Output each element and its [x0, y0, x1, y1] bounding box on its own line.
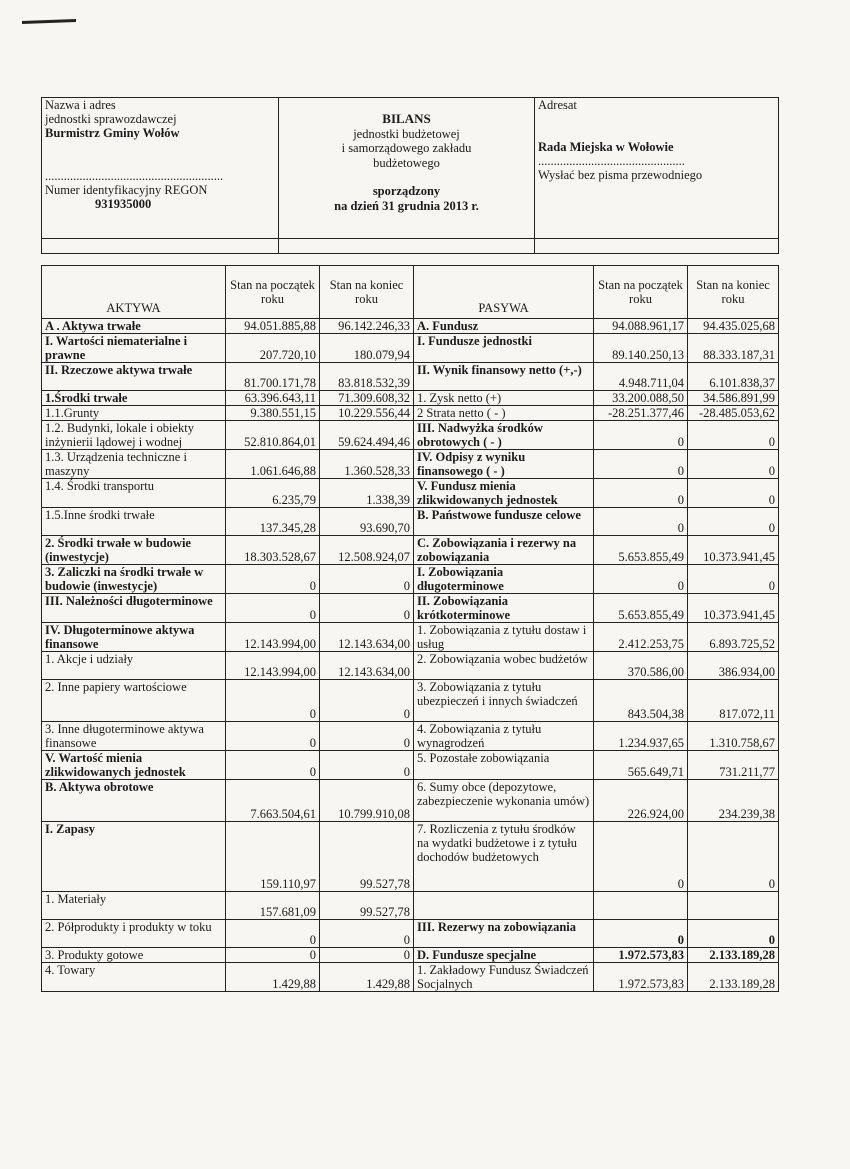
aktywa-label: 2. Półprodukty i produkty w toku: [42, 920, 226, 948]
scan-mark: [22, 19, 76, 24]
pasywa-start-value: 0: [594, 565, 688, 594]
pasywa-end-value: 88.333.187,31: [688, 334, 779, 363]
unit-label-2: jednostki sprawozdawczej: [45, 112, 177, 126]
pasywa-end-value: 0: [688, 920, 779, 948]
pasywa-end-value: 6.893.725,52: [688, 623, 779, 652]
aktywa-end-value: 1.338,39: [320, 479, 414, 508]
aktywa-end-value: 0: [320, 751, 414, 780]
pasywa-start-value: 94.088.961,17: [594, 319, 688, 334]
table-header-row: [42, 266, 779, 319]
pasywa-start-value: 5.653.855,49: [594, 536, 688, 565]
document-title: BILANS: [382, 111, 431, 126]
aktywa-label: 1.4. Środki transportu: [42, 479, 226, 508]
aktywa-end-value: 99.527,78: [320, 822, 414, 892]
pasywa-end-value: 10.373.941,45: [688, 594, 779, 623]
table-row: [42, 751, 779, 780]
pasywa-start-value: 843.504,38: [594, 680, 688, 722]
pasywa-label: D. Fundusze specjalne: [414, 948, 594, 963]
pasywa-end-value: 1.310.758,67: [688, 722, 779, 751]
aktywa-end-value: 0: [320, 920, 414, 948]
aktywa-start-value: 81.700.171,78: [226, 363, 320, 391]
pasywa-label: IV. Odpisy z wyniku finansowego ( - ): [414, 450, 594, 479]
aktywa-end-value: 96.142.246,33: [320, 319, 414, 334]
dotted-line: .........................................................: [45, 169, 224, 183]
balance-sheet-table: [41, 265, 779, 992]
addressee-cell: [535, 98, 779, 239]
aktywa-end-value: 12.143.634,00: [320, 652, 414, 680]
pasywa-label: 1. Zakładowy Fundusz Świadczeń Socjalnych: [414, 963, 594, 992]
aktywa-end-value: 93.690,70: [320, 508, 414, 536]
aktywa-label: 2. Inne papiery wartościowe: [42, 680, 226, 722]
pasywa-end-value: 0: [688, 508, 779, 536]
aktywa-label: 1.3. Urządzenia techniczne i maszyny: [42, 450, 226, 479]
report-header: [41, 97, 779, 254]
empty-cell: [279, 239, 535, 254]
reporting-unit-cell: [42, 98, 279, 239]
aktywa-start-value: 0: [226, 680, 320, 722]
pasywa-label: II. Zobowiązania krótkoterminowe: [414, 594, 594, 623]
aktywa-label: 1.5.Inne środki trwałe: [42, 508, 226, 536]
pasywa-start-value: 565.649,71: [594, 751, 688, 780]
aktywa-label: 1. Akcje i udziały: [42, 652, 226, 680]
document-subtitle-1: jednostki budżetowej: [353, 126, 460, 141]
pasywa-end-value: 0: [688, 421, 779, 450]
aktywa-start-value: 0: [226, 594, 320, 623]
aktywa-end-value: 71.309.608,32: [320, 391, 414, 406]
table-row: [42, 680, 779, 722]
aktywa-start-value: 9.380.551,15: [226, 406, 320, 421]
table-row: [42, 565, 779, 594]
document-title-cell: [279, 98, 535, 239]
pasywa-end-value: 2.133.189,28: [688, 963, 779, 992]
table-row: [42, 319, 779, 334]
aktywa-end-value: 180.079,94: [320, 334, 414, 363]
pasywa-start-value: 1.972.573,83: [594, 948, 688, 963]
table-row: [42, 623, 779, 652]
pasywa-end-value: 6.101.838,37: [688, 363, 779, 391]
prepared-label: sporządzony: [372, 184, 441, 198]
aktywa-end-value: 0: [320, 680, 414, 722]
table-row: [42, 594, 779, 623]
aktywa-label: 1.Środki trwałe: [42, 391, 226, 406]
pasywa-end-value: 0: [688, 450, 779, 479]
pasywa-start-value: 370.586,00: [594, 652, 688, 680]
pasywa-start-value: 2.412.253,75: [594, 623, 688, 652]
table-row: [42, 406, 779, 421]
pasywa-start-value: 0: [594, 920, 688, 948]
pasywa-start-value: 0: [594, 508, 688, 536]
aktywa-start-value: 0: [226, 565, 320, 594]
pasywa-end-value: 10.373.941,45: [688, 536, 779, 565]
pasywa-start-value: 226.924,00: [594, 780, 688, 822]
aktywa-end-value: 1.429,88: [320, 963, 414, 992]
pasywa-label: III. Nadwyżka środków obrotowych ( - ): [414, 421, 594, 450]
empty-cell: [535, 239, 779, 254]
table-row: [42, 536, 779, 565]
pasywa-label: II. Wynik finansowy netto (+,-): [414, 363, 594, 391]
table-row: [42, 948, 779, 963]
aktywa-label: IV. Długoterminowe aktywa finansowe: [42, 623, 226, 652]
pasywa-label: 1. Zysk netto (+): [414, 391, 594, 406]
unit-name: Burmistrz Gminy Wołów: [45, 126, 180, 140]
table-row: [42, 479, 779, 508]
pasywa-label: 2 Strata netto ( - ): [414, 406, 594, 421]
aktywa-start-value: 63.396.643,11: [226, 391, 320, 406]
unit-label-1: Nazwa i adres: [45, 98, 116, 112]
aktywa-label: V. Wartość mienia zlikwidowanych jednostek: [42, 751, 226, 780]
aktywa-label: II. Rzeczowe aktywa trwałe: [42, 363, 226, 391]
pasywa-start-value: 0: [594, 479, 688, 508]
aktywa-start-value: 1.061.646,88: [226, 450, 320, 479]
pasywa-label: III. Rezerwy na zobowiązania: [414, 920, 594, 948]
pasywa-label: B. Państwowe fundusze celowe: [414, 508, 594, 536]
aktywa-end-value: 0: [320, 594, 414, 623]
pasywa-label: [414, 892, 594, 920]
table-row: [42, 963, 779, 992]
aktywa-label: I. Wartości niematerialne i prawne: [42, 334, 226, 363]
aktywa-label: 1.2. Budynki, lokale i obiekty inżynierii lądowej i wodnej: [42, 421, 226, 450]
aktywa-label: 1. Materiały: [42, 892, 226, 920]
pasywa-label: 2. Zobowiązania wobec budżetów: [414, 652, 594, 680]
report-date: na dzień 31 grudnia 2013 r.: [334, 198, 479, 213]
aktywa-end-value: 1.360.528,33: [320, 450, 414, 479]
empty-cell: [42, 239, 279, 254]
column-header-aktywa: AKTYWA: [42, 266, 226, 319]
table-row: [42, 920, 779, 948]
table-row: [42, 822, 779, 892]
aktywa-end-value: 59.624.494,46: [320, 421, 414, 450]
aktywa-start-value: 0: [226, 920, 320, 948]
addressee-label: Adresat: [538, 98, 577, 112]
column-header-end: Stan na koniec roku: [688, 266, 779, 319]
document-subtitle-2: i samorządowego zakładu: [341, 141, 472, 155]
pasywa-start-value: 1.234.937,65: [594, 722, 688, 751]
aktywa-end-value: 83.818.532,39: [320, 363, 414, 391]
aktywa-end-value: 0: [320, 565, 414, 594]
aktywa-label: B. Aktywa obrotowe: [42, 780, 226, 822]
pasywa-label: 4. Zobowiązania z tytułu wynagrodzeń: [414, 722, 594, 751]
pasywa-end-value: 386.934,00: [688, 652, 779, 680]
aktywa-label: 4. Towary: [42, 963, 226, 992]
aktywa-start-value: 94.051.885,88: [226, 319, 320, 334]
dotted-line: ...............................................: [538, 154, 685, 168]
pasywa-end-value: 0: [688, 822, 779, 892]
table-row: [42, 450, 779, 479]
aktywa-label: 3. Zaliczki na środki trwałe w budowie (inwestycje): [42, 565, 226, 594]
aktywa-label: I. Zapasy: [42, 822, 226, 892]
pasywa-start-value: 0: [594, 450, 688, 479]
pasywa-label: 6. Sumy obce (depozytowe, zabezpieczenie wykonania umów): [414, 780, 594, 822]
pasywa-end-value: 0: [688, 479, 779, 508]
table-row: [42, 652, 779, 680]
table-row: [42, 892, 779, 920]
aktywa-label: A . Aktywa trwałe: [42, 319, 226, 334]
regon-label: Numer identyfikacyjny REGON: [45, 183, 208, 197]
pasywa-end-value: 817.072,11: [688, 680, 779, 722]
aktywa-start-value: 7.663.504,61: [226, 780, 320, 822]
aktywa-start-value: 6.235,79: [226, 479, 320, 508]
aktywa-end-value: 10.229.556,44: [320, 406, 414, 421]
pasywa-start-value: -28.251.377,46: [594, 406, 688, 421]
pasywa-label: A. Fundusz: [414, 319, 594, 334]
aktywa-start-value: 18.303.528,67: [226, 536, 320, 565]
aktywa-end-value: 0: [320, 722, 414, 751]
column-header-start: Stan na początek roku: [594, 266, 688, 319]
table-row: [42, 334, 779, 363]
column-header-start: Stan na początek roku: [226, 266, 320, 319]
pasywa-label: V. Fundusz mienia zlikwidowanych jednostek: [414, 479, 594, 508]
aktywa-start-value: 1.429,88: [226, 963, 320, 992]
aktywa-start-value: 159.110,97: [226, 822, 320, 892]
pasywa-end-value: 731.211,77: [688, 751, 779, 780]
pasywa-start-value: 0: [594, 822, 688, 892]
pasywa-end-value: -28.485.053,62: [688, 406, 779, 421]
pasywa-start-value: 33.200.088,50: [594, 391, 688, 406]
aktywa-start-value: 0: [226, 948, 320, 963]
pasywa-label: 1. Zobowiązania z tytułu dostaw i usług: [414, 623, 594, 652]
aktywa-end-value: 10.799.910,08: [320, 780, 414, 822]
aktywa-start-value: 157.681,09: [226, 892, 320, 920]
pasywa-end-value: 34.586.891,99: [688, 391, 779, 406]
aktywa-end-value: 0: [320, 948, 414, 963]
pasywa-label: 7. Rozliczenia z tytułu środków na wydatki budżetowe i z tytułu dochodów budżetowych: [414, 822, 594, 892]
pasywa-label: I. Fundusze jednostki: [414, 334, 594, 363]
pasywa-start-value: 89.140.250,13: [594, 334, 688, 363]
aktywa-start-value: 12.143.994,00: [226, 623, 320, 652]
table-row: [42, 391, 779, 406]
aktywa-start-value: 0: [226, 722, 320, 751]
delivery-note: Wysłać bez pisma przewodniego: [538, 168, 703, 182]
pasywa-label: C. Zobowiązania i rezerwy na zobowiązania: [414, 536, 594, 565]
pasywa-label: I. Zobowiązania długoterminowe: [414, 565, 594, 594]
aktywa-start-value: 12.143.994,00: [226, 652, 320, 680]
pasywa-end-value: 2.133.189,28: [688, 948, 779, 963]
table-row: [42, 421, 779, 450]
addressee-name: Rada Miejska w Wołowie: [538, 140, 674, 154]
pasywa-start-value: 4.948.711,04: [594, 363, 688, 391]
column-header-pasywa: PASYWA: [414, 266, 594, 319]
table-row: [42, 508, 779, 536]
document-subtitle-3: budżetowego: [373, 155, 440, 170]
pasywa-start-value: 0: [594, 421, 688, 450]
aktywa-start-value: 137.345,28: [226, 508, 320, 536]
aktywa-label: 3. Inne długoterminowe aktywa finansowe: [42, 722, 226, 751]
aktywa-start-value: 52.810.864,01: [226, 421, 320, 450]
pasywa-start-value: 1.972.573,83: [594, 963, 688, 992]
pasywa-start-value: 5.653.855,49: [594, 594, 688, 623]
regon-number: 931935000: [95, 197, 152, 211]
table-row: [42, 780, 779, 822]
pasywa-end-value: 94.435.025,68: [688, 319, 779, 334]
aktywa-label: 2. Środki trwałe w budowie (inwestycje): [42, 536, 226, 565]
aktywa-end-value: 12.143.634,00: [320, 623, 414, 652]
pasywa-start-value: [594, 892, 688, 920]
column-header-end: Stan na koniec roku: [320, 266, 414, 319]
aktywa-end-value: 99.527,78: [320, 892, 414, 920]
aktywa-label: 1.1.Grunty: [42, 406, 226, 421]
aktywa-label: 3. Produkty gotowe: [42, 948, 226, 963]
aktywa-start-value: 207.720,10: [226, 334, 320, 363]
pasywa-end-value: 234.239,38: [688, 780, 779, 822]
pasywa-end-value: 0: [688, 565, 779, 594]
table-row: [42, 363, 779, 391]
pasywa-end-value: [688, 892, 779, 920]
table-row: [42, 722, 779, 751]
aktywa-start-value: 0: [226, 751, 320, 780]
aktywa-label: III. Należności długoterminowe: [42, 594, 226, 623]
pasywa-label: 5. Pozostałe zobowiązania: [414, 751, 594, 780]
aktywa-end-value: 12.508.924,07: [320, 536, 414, 565]
pasywa-label: 3. Zobowiązania z tytułu ubezpieczeń i innych świadczeń: [414, 680, 594, 722]
